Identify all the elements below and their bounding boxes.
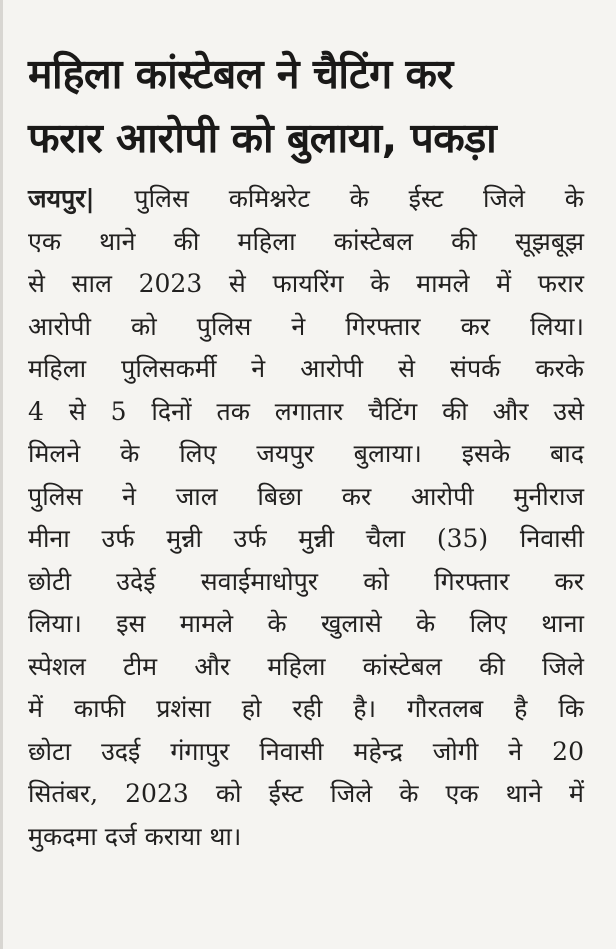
headline-line-1: महिला कांस्टेबल ने चैटिंग कर (28, 50, 453, 98)
column-divider (0, 0, 3, 949)
news-article (28, 42, 584, 858)
body-line-1-text: पुलिस कमिश्नरेट के ईस्ट जिले के (94, 184, 584, 213)
body-line-2: एक थाने की महिला कांस्टेबल की सूझबूझ (28, 226, 584, 256)
headline (28, 42, 584, 170)
body-line-13: में काफी प्रशंसा हो रही है। गौरतलब है कि (28, 694, 584, 723)
body-line-14: छोटा उदई गंगापुर निवासी महेन्द्र जोगी ने 20 (28, 736, 584, 766)
body-line-6: 4 से 5 दिनों तक लगातार चैटिंग की और उसे (28, 396, 584, 426)
body-line-3: से साल 2023 से फायरिंग के मामले में फरार (28, 269, 584, 298)
body-line-7: मिलने के लिए जयपुर बुलाया। इसके बाद (28, 439, 584, 468)
headline-line-2: फरार आरोपी को बुलाया, पकड़ा (28, 114, 497, 162)
body-line-16: मुकदमा दर्ज कराया था। (28, 821, 242, 851)
body-line-11: लिया। इस मामले के खुलासे के लिए थाना (28, 609, 584, 638)
body-line-9: मीना उर्फ मुन्नी उर्फ मुन्नी चैला (35) निवासी (28, 524, 584, 553)
body-line-10: छोटी उदेई सवाईमाधोपुर को गिरफ्तार कर (28, 566, 584, 596)
body-line-15: सितंबर, 2023 को ईस्ट जिले के एक थाने में (28, 779, 584, 808)
body-line-1 (28, 178, 584, 221)
article-body (28, 178, 584, 858)
body-line-12: स्पेशल टीम और महिला कांस्टेबल की जिले (28, 651, 584, 681)
body-line-8: पुलिस ने जाल बिछा कर आरोपी मुनीराज (28, 481, 584, 511)
body-line-4: आरोपी को पुलिस ने गिरफ्तार कर लिया। (28, 311, 584, 341)
body-line-5: महिला पुलिसकर्मी ने आरोपी से संपर्क करके (28, 354, 584, 383)
dateline: जयपुर| (28, 184, 95, 213)
